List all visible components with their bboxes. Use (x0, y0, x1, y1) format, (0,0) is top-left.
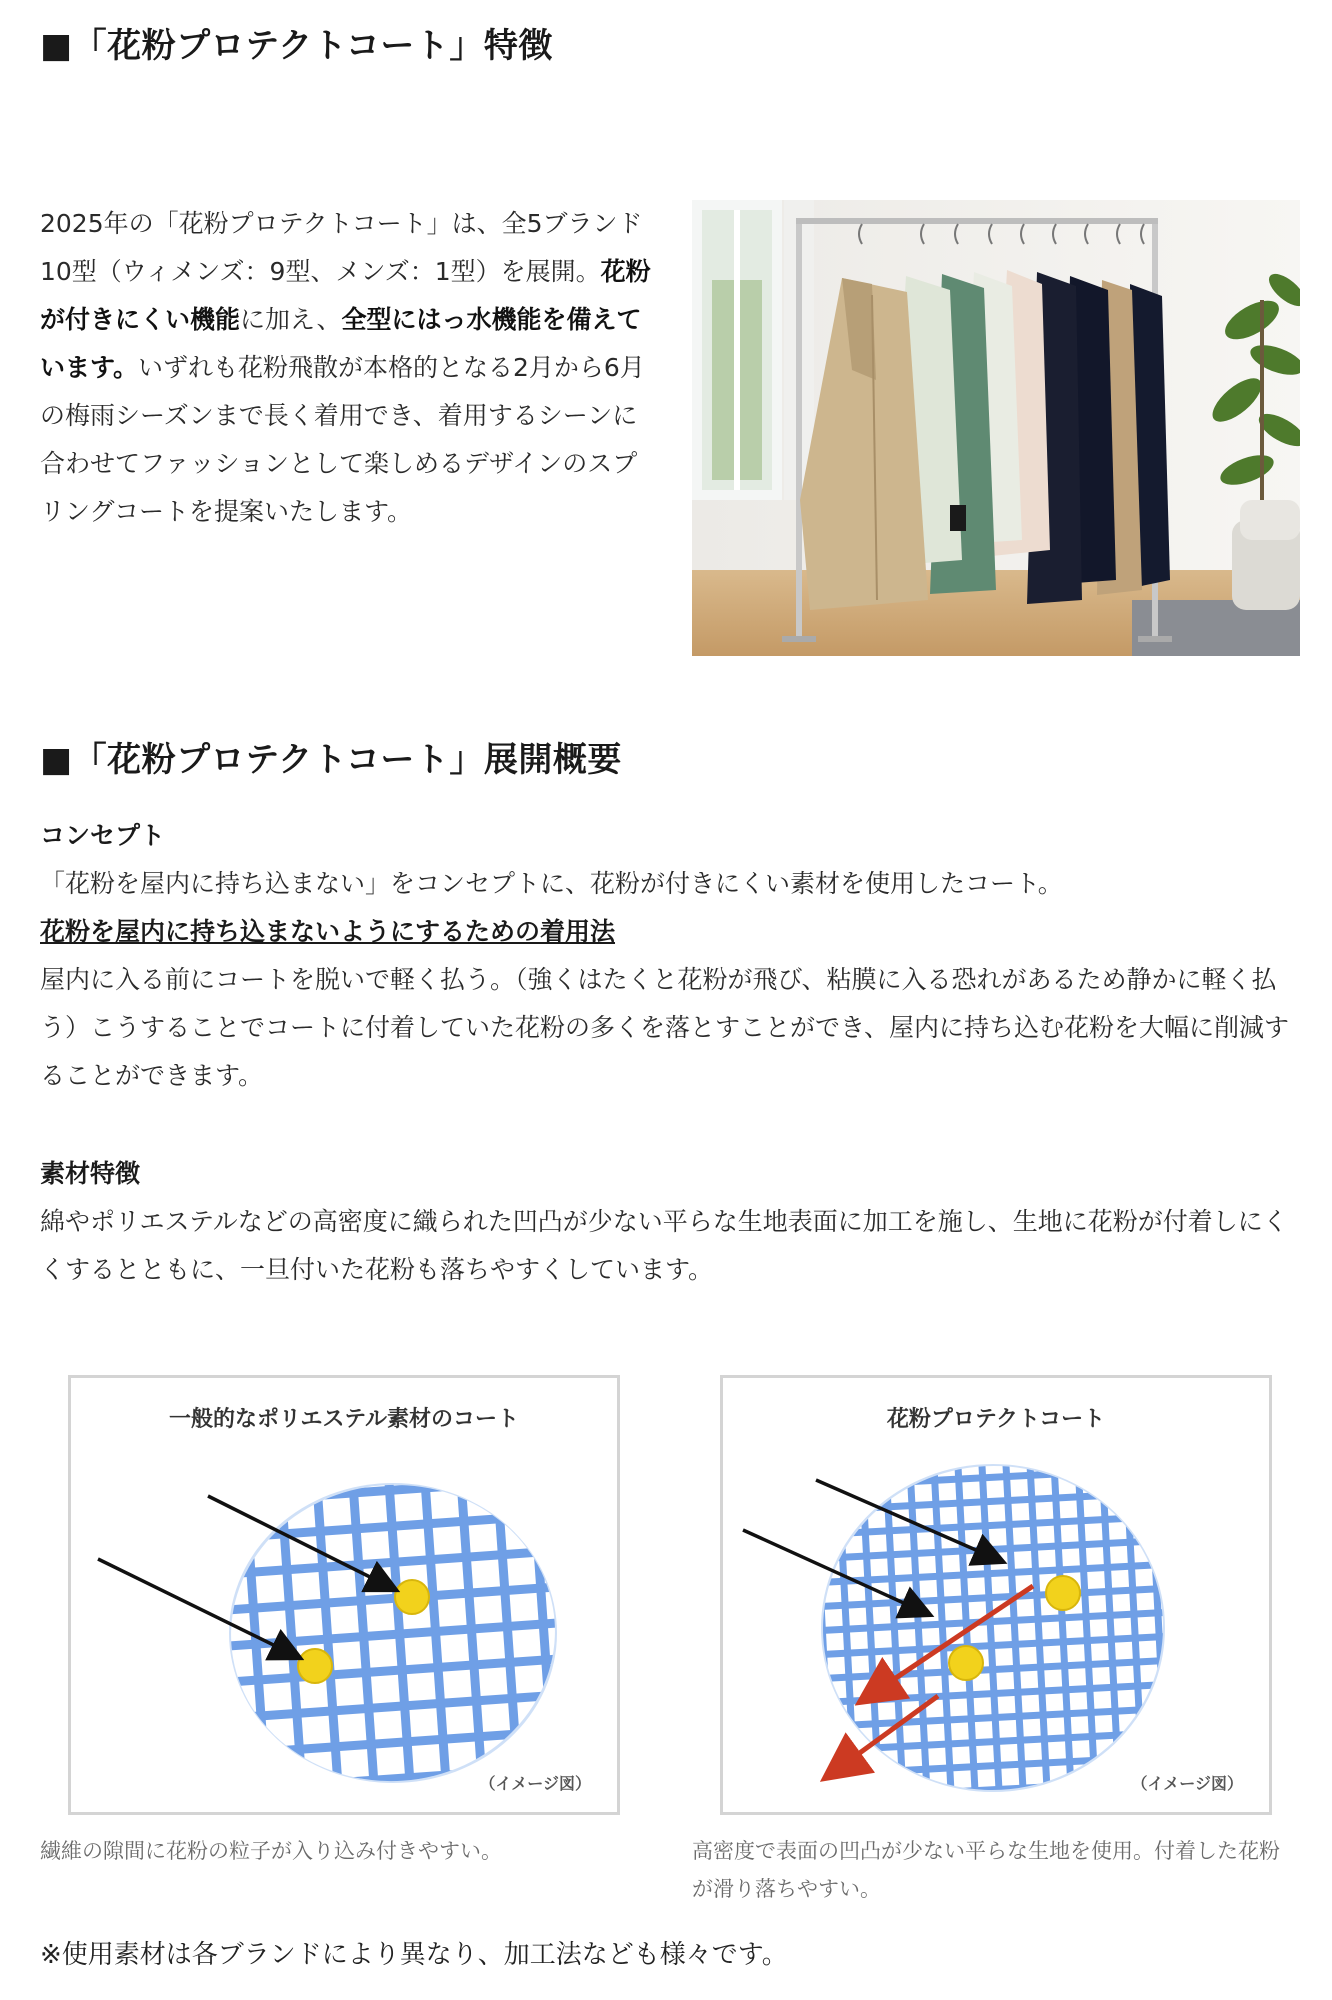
section-heading-features: ■「花粉プロテクトコート」特徴 (40, 26, 553, 66)
material-text: 綿やポリエステルなどの高密度に織られた凹凸が少ない平らな生地表面に加工を施し、生地に花粉が付着しにくくするとともに、一旦付いた花粉も落ちやすくしています。 (40, 1207, 1288, 1284)
method-label: 花粉を屋内に持ち込まないようにするための着用法 (40, 917, 616, 946)
intro-bold-1: 花粉が付きにくい機能 (40, 257, 651, 334)
section-heading-overview: ■「花粉プロテクトコート」展開概要 (40, 740, 622, 780)
diagram-right-caption: 高密度で表面の凹凸が少ない平らな生地を使用。付着した花粉が滑り落ちやすい。 (692, 1839, 1280, 1901)
intro-text-1: 2025年の「花粉プロテクトコート」は、全5ブランド10型（ウィメンズ：9型、メンズ：1型）を展開。 (40, 209, 643, 286)
concept-block (40, 812, 1292, 1100)
footnote: ※使用素材は各ブランドにより異なり、加工法なども様々です。 (40, 1940, 788, 1970)
intro-text-3: いずれも花粉飛散が本格的となる2月から6月の梅雨シーズンまで長く着用でき、着用するシーンに合わせてファッションとして楽しめるデザインのスプリングコートを提案いたします。 (40, 353, 645, 526)
intro-bold-2: 全型にはっ水機能を備えています。 (40, 305, 642, 382)
diagram-right-note: （イメージ図） (1131, 1774, 1243, 1793)
material-block (40, 1150, 1292, 1294)
concept-text: 「花粉を屋内に持ち込まない」をコンセプトに、花粉が付きにくい素材を使用したコート。 (40, 869, 1063, 898)
diagram-left-title: 一般的なポリエステル素材のコート (168, 1407, 520, 1432)
material-label: 素材特徴 (40, 1159, 141, 1188)
diagram-right-title: 花粉プロテクトコート (886, 1407, 1106, 1432)
coat-rack-photo (692, 200, 1300, 656)
intro-paragraph (40, 200, 652, 536)
method-text: 屋内に入る前にコートを脱いで軽く払う。（強くはたくと花粉が飛び、粘膜に入る恐れがあるため静かに軽く払う）こうすることでコートに付着していた花粉の多くを落とすことができ、屋内に持ち込む花粉を大幅に削減することができます。 (40, 965, 1290, 1090)
diagram-pollen-protect-coat (720, 1375, 1272, 1815)
intro-text-2: に加え、 (240, 305, 342, 334)
diagram-polyester-coat (68, 1375, 620, 1815)
diagram-left-note: （イメージ図） (479, 1774, 591, 1793)
concept-label: コンセプト (40, 821, 166, 850)
diagram-left-caption: 繊維の隙間に花粉の粒子が入り込み付きやすい。 (40, 1839, 502, 1863)
